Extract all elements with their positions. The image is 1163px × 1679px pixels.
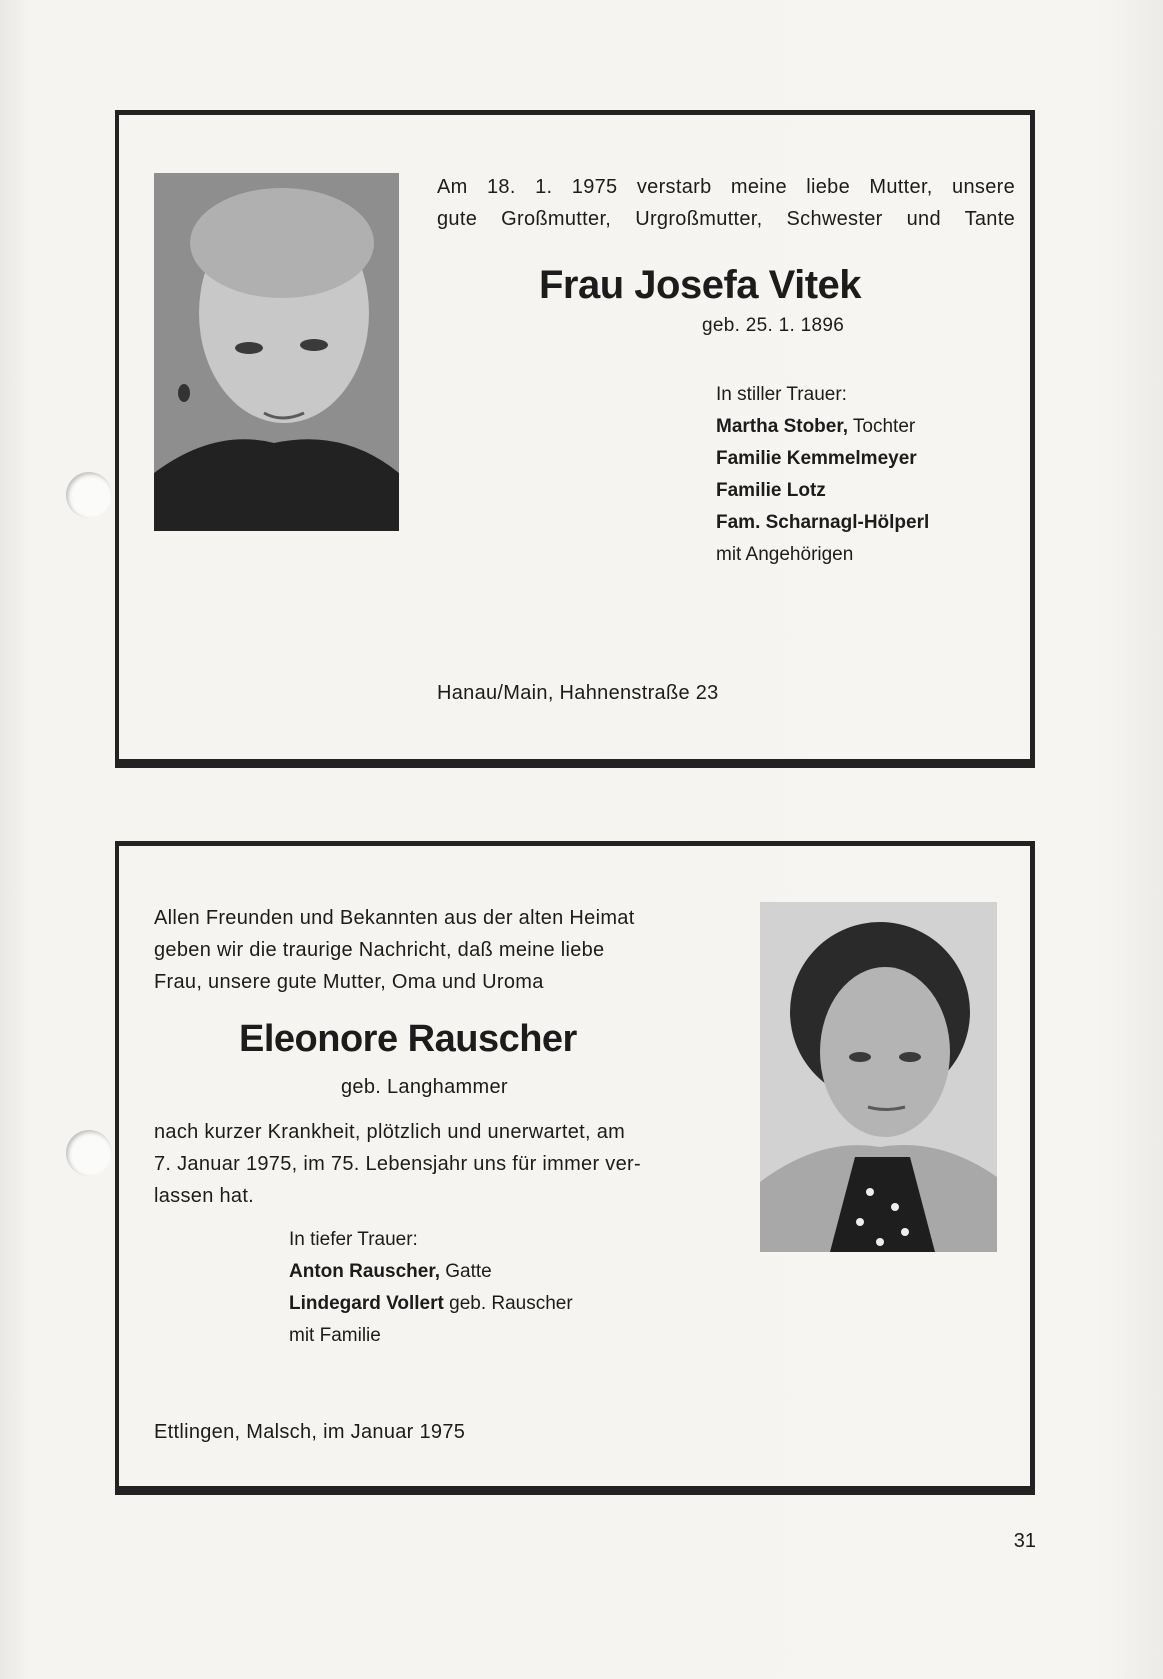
mourning-heading: In stiller Trauer:	[716, 384, 847, 405]
mourner-line: mit Angehörigen	[716, 544, 854, 565]
page-number: 31	[1013, 1530, 1036, 1552]
mourner-line: Lindegard Vollert geb. Rauscher	[289, 1293, 573, 1314]
intro-text	[437, 171, 1015, 235]
punch-hole-bottom	[66, 1130, 112, 1176]
address: Ettlingen, Malsch, im Januar 1975	[154, 1421, 466, 1443]
birth-name: geb. Langhammer	[341, 1076, 508, 1098]
body-line: lassen hat.	[154, 1185, 255, 1207]
intro-line: geben wir die traurige Nachricht, daß meine liebe	[154, 939, 605, 961]
mourner-line: Familie Lotz	[716, 480, 826, 501]
mourner-line: Anton Rauscher, Gatte	[289, 1261, 492, 1282]
body-line: nach kurzer Krankheit, plötzlich und unerwartet, am	[154, 1121, 626, 1143]
obituary-eleonore-rauscher	[115, 841, 1035, 1495]
body-text	[154, 1116, 706, 1212]
mourner-line: Martha Stober, Tochter	[716, 416, 916, 437]
punch-hole-top	[66, 472, 112, 518]
mourning-heading: In tiefer Trauer:	[289, 1229, 418, 1250]
intro-line: Allen Freunden und Bekannten aus der alten Heimat	[154, 907, 635, 929]
intro-line: Frau, unsere gute Mutter, Oma und Uroma	[154, 971, 544, 993]
portrait-photo-josefa-vitek	[154, 173, 399, 531]
deceased-name: Eleonore Rauscher	[239, 1018, 577, 1060]
mourner-line: mit Familie	[289, 1325, 381, 1346]
birth-date: geb. 25. 1. 1896	[702, 315, 845, 336]
mourner-line: Familie Kemmelmeyer	[716, 448, 917, 469]
obituary-josefa-vitek	[115, 110, 1035, 768]
deceased-name: Frau Josefa Vitek	[539, 263, 862, 307]
address: Hanau/Main, Hahnenstraße 23	[437, 682, 719, 704]
intro-line: gute Großmutter, Urgroßmutter, Schwester und Tante	[437, 208, 1015, 230]
intro-line: Am 18. 1. 1975 verstarb meine liebe Mutter, unsere	[437, 176, 1015, 198]
mourner-line: Fam. Scharnagl-Hölperl	[716, 512, 930, 533]
mourners-block	[716, 379, 929, 571]
intro-text	[154, 902, 706, 998]
mourners-block	[289, 1224, 573, 1352]
body-line: 7. Januar 1975, im 75. Lebensjahr uns für immer ver-	[154, 1153, 641, 1175]
portrait-photo-eleonore-rauscher	[760, 902, 997, 1252]
